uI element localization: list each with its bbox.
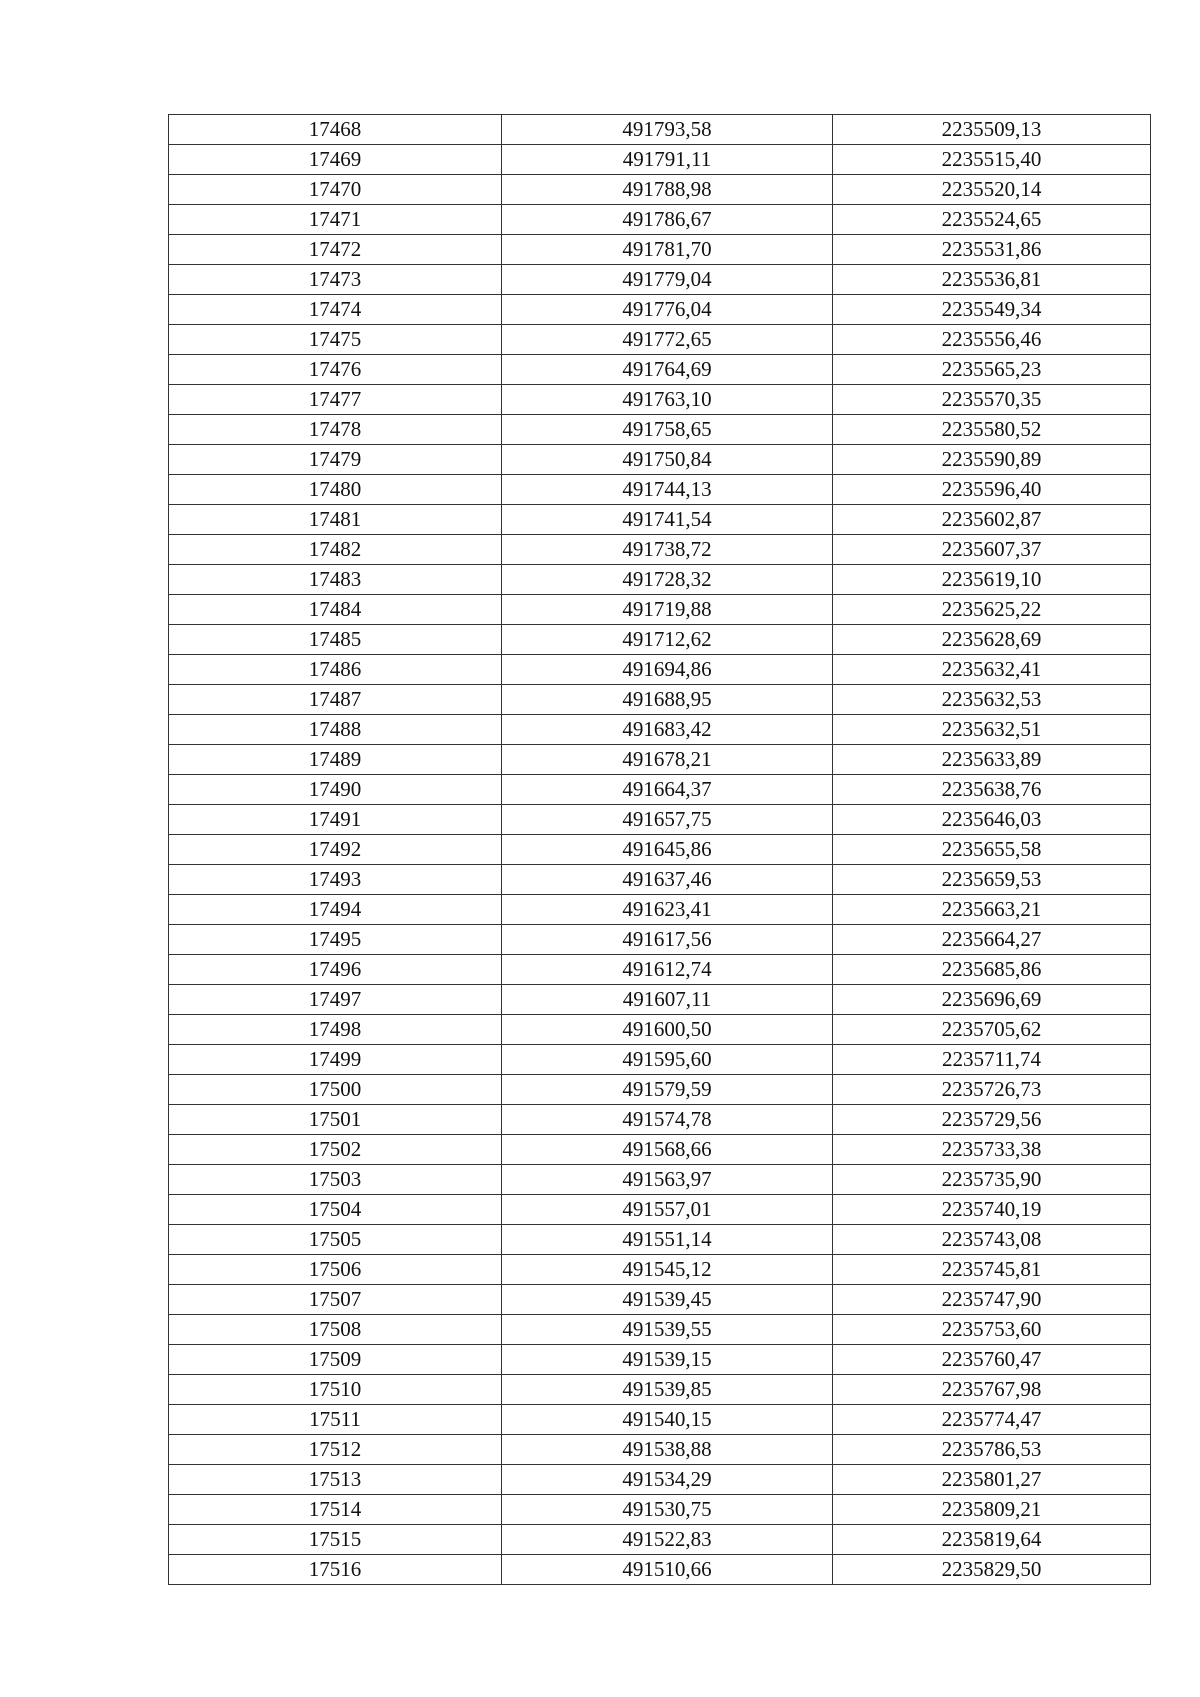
y-coordinate-cell: 2235767,98 xyxy=(833,1375,1151,1405)
x-coordinate-cell: 491612,74 xyxy=(502,955,833,985)
table-row xyxy=(169,1045,1151,1075)
y-coordinate-cell: 2235602,87 xyxy=(833,505,1151,535)
point-number-cell: 17497 xyxy=(169,985,502,1015)
point-number-cell: 17494 xyxy=(169,895,502,925)
point-number-cell: 17481 xyxy=(169,505,502,535)
y-coordinate-cell: 2235743,08 xyxy=(833,1225,1151,1255)
x-coordinate-cell: 491776,04 xyxy=(502,295,833,325)
y-coordinate-cell: 2235809,21 xyxy=(833,1495,1151,1525)
table-row xyxy=(169,1435,1151,1465)
x-coordinate-cell: 491539,85 xyxy=(502,1375,833,1405)
point-number-cell: 17498 xyxy=(169,1015,502,1045)
point-number-cell: 17486 xyxy=(169,655,502,685)
y-coordinate-cell: 2235760,47 xyxy=(833,1345,1151,1375)
point-number-cell: 17512 xyxy=(169,1435,502,1465)
point-number-cell: 17478 xyxy=(169,415,502,445)
y-coordinate-cell: 2235774,47 xyxy=(833,1405,1151,1435)
x-coordinate-cell: 491595,60 xyxy=(502,1045,833,1075)
x-coordinate-cell: 491637,46 xyxy=(502,865,833,895)
point-number-cell: 17502 xyxy=(169,1135,502,1165)
table-row xyxy=(169,745,1151,775)
point-number-cell: 17500 xyxy=(169,1075,502,1105)
table-row xyxy=(169,1465,1151,1495)
table-row xyxy=(169,1525,1151,1555)
y-coordinate-cell: 2235531,86 xyxy=(833,235,1151,265)
table-row xyxy=(169,295,1151,325)
table-row xyxy=(169,355,1151,385)
y-coordinate-cell: 2235753,60 xyxy=(833,1315,1151,1345)
point-number-cell: 17503 xyxy=(169,1165,502,1195)
y-coordinate-cell: 2235705,62 xyxy=(833,1015,1151,1045)
table-row xyxy=(169,1375,1151,1405)
table-row xyxy=(169,805,1151,835)
point-number-cell: 17473 xyxy=(169,265,502,295)
table-row xyxy=(169,175,1151,205)
x-coordinate-cell: 491530,75 xyxy=(502,1495,833,1525)
y-coordinate-cell: 2235646,03 xyxy=(833,805,1151,835)
y-coordinate-cell: 2235726,73 xyxy=(833,1075,1151,1105)
y-coordinate-cell: 2235633,89 xyxy=(833,745,1151,775)
x-coordinate-cell: 491744,13 xyxy=(502,475,833,505)
table-row xyxy=(169,1225,1151,1255)
point-number-cell: 17507 xyxy=(169,1285,502,1315)
table-row xyxy=(169,325,1151,355)
point-number-cell: 17479 xyxy=(169,445,502,475)
table-row xyxy=(169,865,1151,895)
y-coordinate-cell: 2235556,46 xyxy=(833,325,1151,355)
x-coordinate-cell: 491694,86 xyxy=(502,655,833,685)
table-row xyxy=(169,985,1151,1015)
x-coordinate-cell: 491683,42 xyxy=(502,715,833,745)
y-coordinate-cell: 2235619,10 xyxy=(833,565,1151,595)
point-number-cell: 17468 xyxy=(169,115,502,145)
x-coordinate-cell: 491534,29 xyxy=(502,1465,833,1495)
table-row xyxy=(169,1075,1151,1105)
point-number-cell: 17482 xyxy=(169,535,502,565)
x-coordinate-cell: 491539,55 xyxy=(502,1315,833,1345)
x-coordinate-cell: 491551,14 xyxy=(502,1225,833,1255)
coordinates-table-body xyxy=(169,115,1151,1585)
y-coordinate-cell: 2235590,89 xyxy=(833,445,1151,475)
table-row xyxy=(169,1315,1151,1345)
point-number-cell: 17516 xyxy=(169,1555,502,1585)
table-row xyxy=(169,205,1151,235)
y-coordinate-cell: 2235520,14 xyxy=(833,175,1151,205)
point-number-cell: 17493 xyxy=(169,865,502,895)
y-coordinate-cell: 2235696,69 xyxy=(833,985,1151,1015)
point-number-cell: 17508 xyxy=(169,1315,502,1345)
table-row xyxy=(169,445,1151,475)
y-coordinate-cell: 2235570,35 xyxy=(833,385,1151,415)
y-coordinate-cell: 2235509,13 xyxy=(833,115,1151,145)
point-number-cell: 17480 xyxy=(169,475,502,505)
y-coordinate-cell: 2235632,53 xyxy=(833,685,1151,715)
table-row xyxy=(169,1015,1151,1045)
table-row xyxy=(169,775,1151,805)
table-row xyxy=(169,1405,1151,1435)
x-coordinate-cell: 491645,86 xyxy=(502,835,833,865)
table-row xyxy=(169,925,1151,955)
x-coordinate-cell: 491568,66 xyxy=(502,1135,833,1165)
x-coordinate-cell: 491763,10 xyxy=(502,385,833,415)
point-number-cell: 17509 xyxy=(169,1345,502,1375)
x-coordinate-cell: 491539,45 xyxy=(502,1285,833,1315)
table-row xyxy=(169,505,1151,535)
y-coordinate-cell: 2235625,22 xyxy=(833,595,1151,625)
y-coordinate-cell: 2235655,58 xyxy=(833,835,1151,865)
point-number-cell: 17477 xyxy=(169,385,502,415)
y-coordinate-cell: 2235659,53 xyxy=(833,865,1151,895)
point-number-cell: 17485 xyxy=(169,625,502,655)
point-number-cell: 17475 xyxy=(169,325,502,355)
table-row xyxy=(169,1105,1151,1135)
x-coordinate-cell: 491574,78 xyxy=(502,1105,833,1135)
x-coordinate-cell: 491538,88 xyxy=(502,1435,833,1465)
x-coordinate-cell: 491522,83 xyxy=(502,1525,833,1555)
point-number-cell: 17511 xyxy=(169,1405,502,1435)
point-number-cell: 17472 xyxy=(169,235,502,265)
y-coordinate-cell: 2235524,65 xyxy=(833,205,1151,235)
x-coordinate-cell: 491657,75 xyxy=(502,805,833,835)
table-row xyxy=(169,1285,1151,1315)
point-number-cell: 17488 xyxy=(169,715,502,745)
x-coordinate-cell: 491741,54 xyxy=(502,505,833,535)
point-number-cell: 17487 xyxy=(169,685,502,715)
x-coordinate-cell: 491688,95 xyxy=(502,685,833,715)
point-number-cell: 17501 xyxy=(169,1105,502,1135)
y-coordinate-cell: 2235735,90 xyxy=(833,1165,1151,1195)
y-coordinate-cell: 2235515,40 xyxy=(833,145,1151,175)
x-coordinate-cell: 491545,12 xyxy=(502,1255,833,1285)
table-row xyxy=(169,625,1151,655)
table-row xyxy=(169,715,1151,745)
y-coordinate-cell: 2235580,52 xyxy=(833,415,1151,445)
x-coordinate-cell: 491793,58 xyxy=(502,115,833,145)
point-number-cell: 17471 xyxy=(169,205,502,235)
y-coordinate-cell: 2235801,27 xyxy=(833,1465,1151,1495)
x-coordinate-cell: 491664,37 xyxy=(502,775,833,805)
table-row xyxy=(169,475,1151,505)
y-coordinate-cell: 2235786,53 xyxy=(833,1435,1151,1465)
table-row xyxy=(169,1165,1151,1195)
x-coordinate-cell: 491750,84 xyxy=(502,445,833,475)
y-coordinate-cell: 2235565,23 xyxy=(833,355,1151,385)
y-coordinate-cell: 2235733,38 xyxy=(833,1135,1151,1165)
point-number-cell: 17514 xyxy=(169,1495,502,1525)
x-coordinate-cell: 491788,98 xyxy=(502,175,833,205)
y-coordinate-cell: 2235745,81 xyxy=(833,1255,1151,1285)
x-coordinate-cell: 491764,69 xyxy=(502,355,833,385)
y-coordinate-cell: 2235549,34 xyxy=(833,295,1151,325)
point-number-cell: 17490 xyxy=(169,775,502,805)
x-coordinate-cell: 491678,21 xyxy=(502,745,833,775)
point-number-cell: 17504 xyxy=(169,1195,502,1225)
point-number-cell: 17495 xyxy=(169,925,502,955)
y-coordinate-cell: 2235663,21 xyxy=(833,895,1151,925)
y-coordinate-cell: 2235632,41 xyxy=(833,655,1151,685)
x-coordinate-cell: 491781,70 xyxy=(502,235,833,265)
coordinates-table xyxy=(168,114,1151,1585)
x-coordinate-cell: 491557,01 xyxy=(502,1195,833,1225)
table-row xyxy=(169,1495,1151,1525)
point-number-cell: 17469 xyxy=(169,145,502,175)
point-number-cell: 17491 xyxy=(169,805,502,835)
x-coordinate-cell: 491758,65 xyxy=(502,415,833,445)
x-coordinate-cell: 491607,11 xyxy=(502,985,833,1015)
table-row xyxy=(169,835,1151,865)
y-coordinate-cell: 2235747,90 xyxy=(833,1285,1151,1315)
y-coordinate-cell: 2235638,76 xyxy=(833,775,1151,805)
point-number-cell: 17484 xyxy=(169,595,502,625)
table-row xyxy=(169,1255,1151,1285)
y-coordinate-cell: 2235819,64 xyxy=(833,1525,1151,1555)
x-coordinate-cell: 491772,65 xyxy=(502,325,833,355)
y-coordinate-cell: 2235632,51 xyxy=(833,715,1151,745)
x-coordinate-cell: 491779,04 xyxy=(502,265,833,295)
table-row xyxy=(169,265,1151,295)
x-coordinate-cell: 491600,50 xyxy=(502,1015,833,1045)
x-coordinate-cell: 491791,11 xyxy=(502,145,833,175)
table-row xyxy=(169,955,1151,985)
table-row xyxy=(169,565,1151,595)
x-coordinate-cell: 491623,41 xyxy=(502,895,833,925)
x-coordinate-cell: 491712,62 xyxy=(502,625,833,655)
y-coordinate-cell: 2235628,69 xyxy=(833,625,1151,655)
table-row xyxy=(169,895,1151,925)
point-number-cell: 17476 xyxy=(169,355,502,385)
x-coordinate-cell: 491738,72 xyxy=(502,535,833,565)
table-row xyxy=(169,385,1151,415)
table-row xyxy=(169,415,1151,445)
point-number-cell: 17483 xyxy=(169,565,502,595)
point-number-cell: 17505 xyxy=(169,1225,502,1255)
x-coordinate-cell: 491719,88 xyxy=(502,595,833,625)
y-coordinate-cell: 2235740,19 xyxy=(833,1195,1151,1225)
point-number-cell: 17513 xyxy=(169,1465,502,1495)
y-coordinate-cell: 2235729,56 xyxy=(833,1105,1151,1135)
x-coordinate-cell: 491617,56 xyxy=(502,925,833,955)
table-row xyxy=(169,685,1151,715)
x-coordinate-cell: 491786,67 xyxy=(502,205,833,235)
point-number-cell: 17470 xyxy=(169,175,502,205)
table-row xyxy=(169,1345,1151,1375)
x-coordinate-cell: 491728,32 xyxy=(502,565,833,595)
x-coordinate-cell: 491579,59 xyxy=(502,1075,833,1105)
table-row xyxy=(169,655,1151,685)
point-number-cell: 17489 xyxy=(169,745,502,775)
point-number-cell: 17496 xyxy=(169,955,502,985)
y-coordinate-cell: 2235596,40 xyxy=(833,475,1151,505)
table-row xyxy=(169,1555,1151,1585)
y-coordinate-cell: 2235711,74 xyxy=(833,1045,1151,1075)
x-coordinate-cell: 491563,97 xyxy=(502,1165,833,1195)
table-row xyxy=(169,595,1151,625)
point-number-cell: 17492 xyxy=(169,835,502,865)
x-coordinate-cell: 491510,66 xyxy=(502,1555,833,1585)
y-coordinate-cell: 2235829,50 xyxy=(833,1555,1151,1585)
point-number-cell: 17499 xyxy=(169,1045,502,1075)
table-row xyxy=(169,1195,1151,1225)
table-row xyxy=(169,235,1151,265)
y-coordinate-cell: 2235607,37 xyxy=(833,535,1151,565)
point-number-cell: 17515 xyxy=(169,1525,502,1555)
y-coordinate-cell: 2235685,86 xyxy=(833,955,1151,985)
table-row xyxy=(169,535,1151,565)
table-row xyxy=(169,115,1151,145)
y-coordinate-cell: 2235536,81 xyxy=(833,265,1151,295)
y-coordinate-cell: 2235664,27 xyxy=(833,925,1151,955)
point-number-cell: 17510 xyxy=(169,1375,502,1405)
table-row xyxy=(169,1135,1151,1165)
table-row xyxy=(169,145,1151,175)
point-number-cell: 17474 xyxy=(169,295,502,325)
point-number-cell: 17506 xyxy=(169,1255,502,1285)
x-coordinate-cell: 491539,15 xyxy=(502,1345,833,1375)
x-coordinate-cell: 491540,15 xyxy=(502,1405,833,1435)
